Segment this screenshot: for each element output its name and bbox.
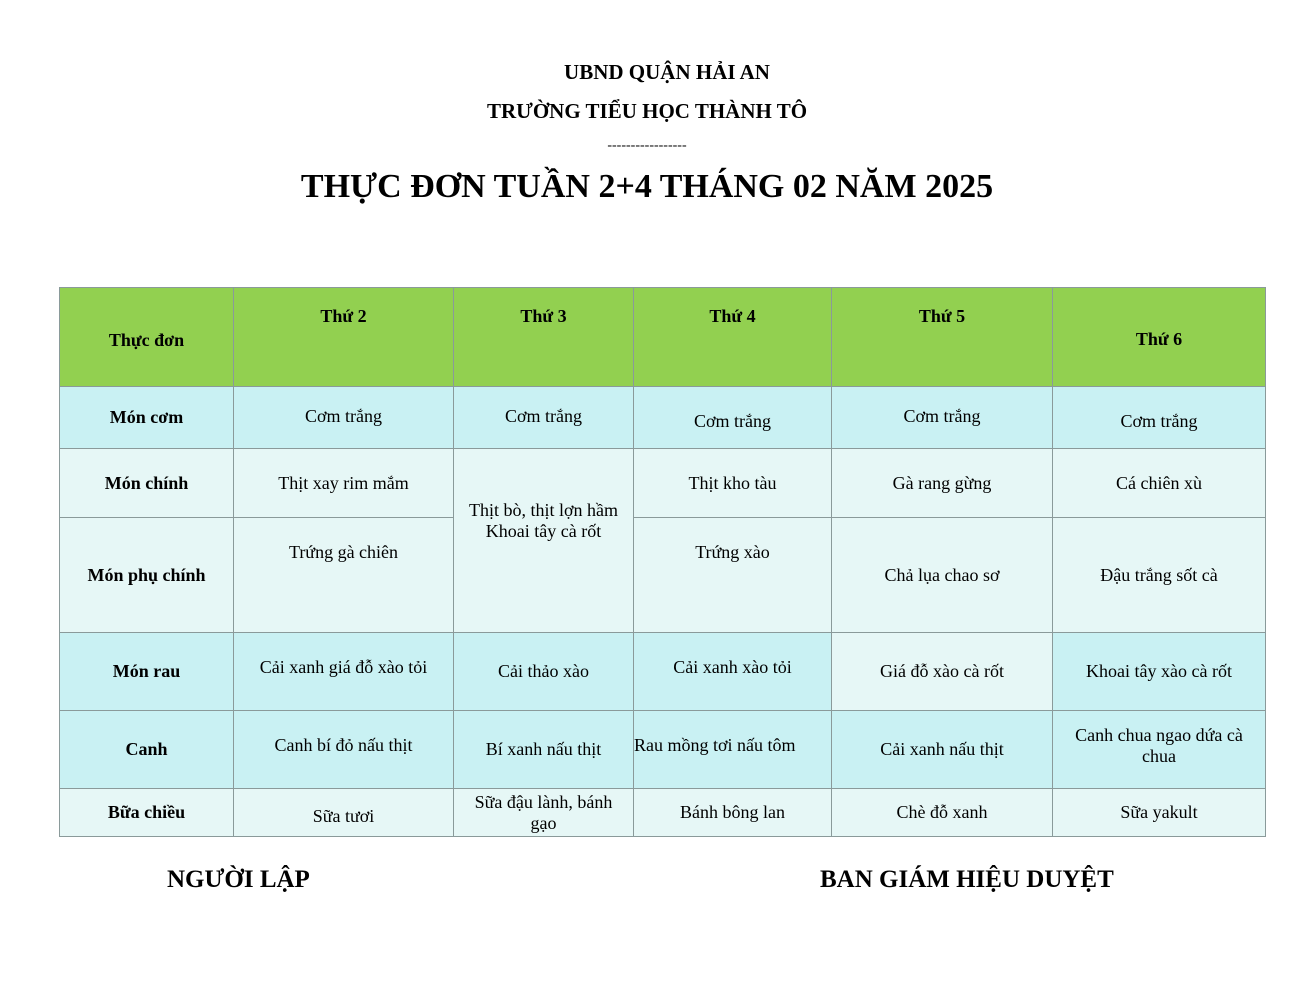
cell-veg-fri: Khoai tây xào cà rốt (1053, 633, 1266, 711)
row-label-veg: Món rau (60, 633, 234, 711)
row-label-side: Món phụ chính (60, 518, 234, 633)
cell-afternoon-fri: Sữa yakult (1053, 789, 1266, 837)
menu-table (59, 287, 1266, 837)
cell-side-wed: Trứng xào (634, 518, 832, 633)
cell-soup-fri: Canh chua ngao dứa cà chua (1053, 711, 1266, 789)
header-day-2: Thứ 2 (234, 288, 454, 387)
cell-rice-fri: Cơm trắng (1053, 387, 1266, 449)
cell-veg-mon: Cải xanh giá đỗ xào tỏi (234, 633, 454, 711)
header-day-4: Thứ 4 (634, 288, 832, 387)
header-corner: Thực đơn (60, 288, 234, 387)
row-label-afternoon: Bữa chiều (60, 789, 234, 837)
cell-veg-wed: Cải xanh xào tỏi (634, 633, 832, 711)
table-row (60, 633, 1266, 711)
table-row (60, 387, 1266, 449)
cell-main-mon: Thịt xay rim mắm (234, 449, 454, 518)
header-divider: ----------------- (607, 138, 687, 153)
cell-rice-mon: Cơm trắng (234, 387, 454, 449)
cell-afternoon-tue: Sữa đậu lành, bánh gạo (454, 789, 634, 837)
table-row (60, 789, 1266, 837)
cell-soup-tue: Bí xanh nấu thịt (454, 711, 634, 789)
cell-main-fri: Cá chiên xù (1053, 449, 1266, 518)
row-label-main: Món chính (60, 449, 234, 518)
page-title: THỰC ĐƠN TUẦN 2+4 THÁNG 02 NĂM 2025 (300, 168, 994, 205)
org-name: UBND QUẬN HẢI AN (564, 60, 770, 84)
signer-preparer: NGƯỜI LẬP (167, 866, 310, 893)
header-day-6: Thứ 6 (1053, 288, 1266, 387)
cell-rice-thu: Cơm trắng (832, 387, 1053, 449)
cell-side-mon: Trứng gà chiên (234, 518, 454, 633)
header-day-5: Thứ 5 (832, 288, 1053, 387)
cell-rice-wed: Cơm trắng (634, 387, 832, 449)
cell-veg-thu: Giá đỗ xào cà rốt (832, 633, 1053, 711)
cell-afternoon-wed: Bánh bông lan (634, 789, 832, 837)
header-day-3: Thứ 3 (454, 288, 634, 387)
cell-afternoon-thu: Chè đỗ xanh (832, 789, 1053, 837)
table-row (60, 518, 1266, 633)
signer-board-approval: BAN GIÁM HIỆU DUYỆT (820, 866, 1114, 893)
cell-soup-thu: Cải xanh nấu thịt (832, 711, 1053, 789)
cell-veg-tue: Cải thảo xào (454, 633, 634, 711)
cell-main-wed: Thịt kho tàu (634, 449, 832, 518)
cell-main-side-tue: Thịt bò, thịt lợn hầm Khoai tây cà rốt (454, 449, 634, 633)
cell-soup-mon: Canh bí đỏ nấu thịt (234, 711, 454, 789)
table-header-row (60, 288, 1266, 387)
cell-afternoon-mon: Sữa tươi (234, 789, 454, 837)
school-name: TRƯỜNG TIỂU HỌC THÀNH TÔ (486, 99, 808, 123)
cell-soup-wed: Rau mồng tơi nấu tôm (634, 711, 832, 789)
row-label-soup: Canh (60, 711, 234, 789)
table-row (60, 449, 1266, 518)
cell-main-thu: Gà rang gừng (832, 449, 1053, 518)
cell-side-fri: Đậu trắng sốt cà (1053, 518, 1266, 633)
cell-side-thu: Chả lụa chao sơ (832, 518, 1053, 633)
row-label-rice: Món cơm (60, 387, 234, 449)
cell-rice-tue: Cơm trắng (454, 387, 634, 449)
table-row (60, 711, 1266, 789)
